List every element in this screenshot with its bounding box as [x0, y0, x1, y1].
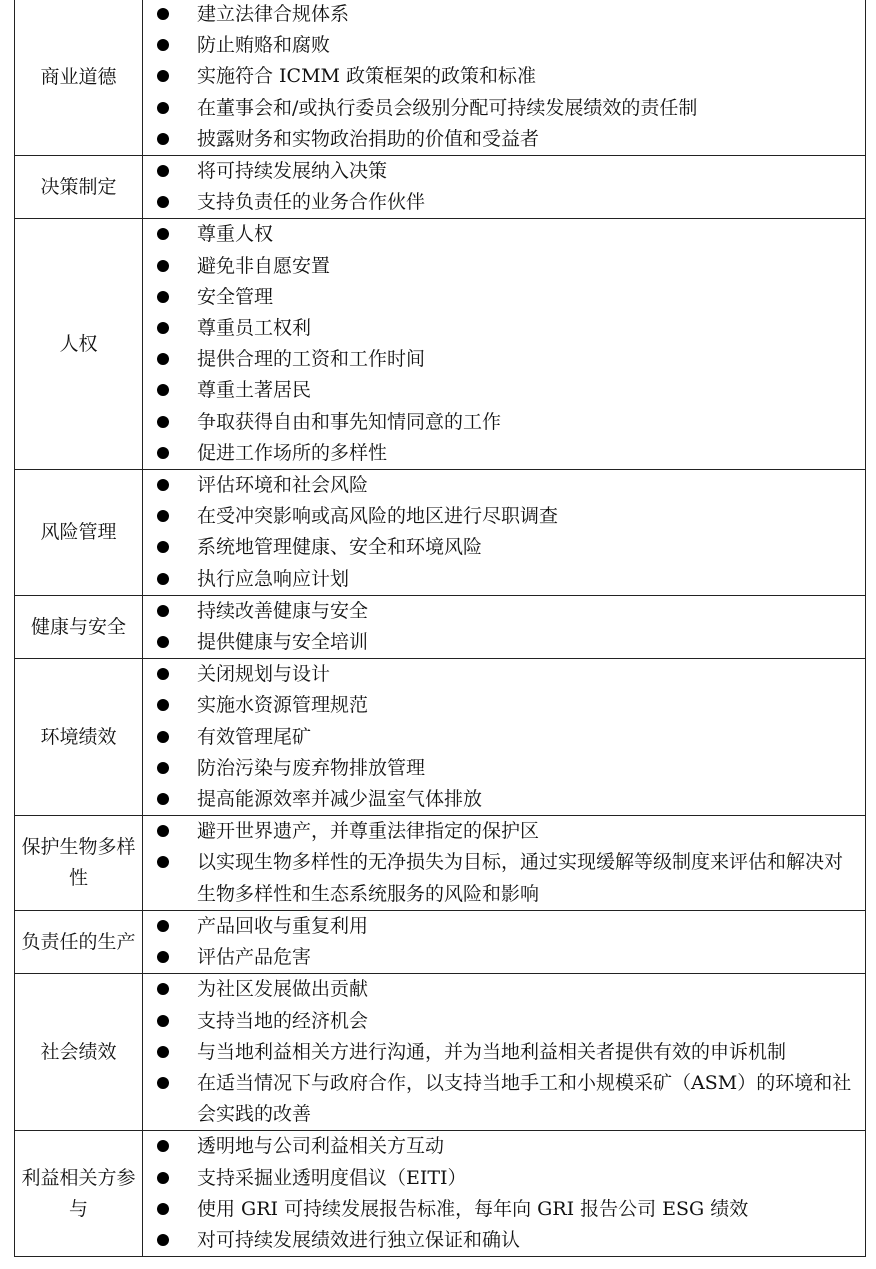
- list-item: [143, 156, 865, 187]
- list-item: [143, 282, 865, 313]
- bullet-icon: [157, 762, 169, 774]
- bullet-icon: [157, 699, 169, 711]
- category-cell: 保护生物多样性: [15, 816, 143, 911]
- table-row: [15, 156, 866, 219]
- bullet-list: [143, 659, 865, 815]
- bullet-list: [143, 974, 865, 1130]
- item-text: 系统地管理健康、安全和环境风险: [197, 536, 483, 559]
- list-item: [143, 784, 865, 815]
- item-text: 为社区发展做出贡献: [197, 978, 369, 1001]
- item-text: 提供合理的工资和工作时间: [197, 348, 426, 371]
- bullet-icon: [157, 353, 169, 365]
- bullet-icon: [157, 1140, 169, 1152]
- item-text: 对可持续发展绩效进行独立保证和确认: [197, 1228, 521, 1251]
- table-row: [15, 974, 866, 1131]
- bullet-icon: [157, 605, 169, 617]
- table-row: [15, 659, 866, 816]
- item-text: 避开世界遗产，并尊重法律指定的保护区: [197, 820, 540, 843]
- list-item: [143, 187, 865, 218]
- bullet-icon: [157, 541, 169, 553]
- bullet-icon: [157, 39, 169, 51]
- bullet-list: [143, 470, 865, 595]
- list-item: [143, 564, 865, 595]
- list-item: [143, 1068, 865, 1130]
- bullet-list: [143, 156, 865, 218]
- table-row: [15, 0, 866, 156]
- bullet-icon: [157, 510, 169, 522]
- item-text: 产品回收与重复利用: [197, 914, 369, 937]
- list-item: [143, 470, 865, 501]
- table-row: [15, 219, 866, 470]
- list-item: [143, 1037, 865, 1068]
- list-item: [143, 1006, 865, 1037]
- bullet-icon: [157, 573, 169, 585]
- list-item: [143, 753, 865, 784]
- bullet-icon: [157, 951, 169, 963]
- list-item: [143, 1194, 865, 1225]
- bullet-icon: [157, 1172, 169, 1184]
- item-text: 评估产品危害: [197, 946, 312, 969]
- item-text: 持续改善健康与安全: [197, 599, 369, 622]
- list-item: [143, 61, 865, 92]
- item-text: 在董事会和/或执行委员会级别分配可持续发展绩效的责任制: [197, 96, 698, 119]
- table-row: [15, 910, 866, 973]
- bullet-icon: [157, 479, 169, 491]
- items-cell: [143, 156, 866, 219]
- item-text: 在适当情况下与政府合作，以支持当地手工和小规模采矿（ASM）的环境和社会实践的改善: [197, 1071, 852, 1126]
- items-cell: [143, 219, 866, 470]
- bullet-icon: [157, 636, 169, 648]
- category-cell: 负责任的生产: [15, 910, 143, 973]
- list-item: [143, 93, 865, 124]
- bullet-icon: [157, 260, 169, 272]
- item-text: 建立法律合规体系: [197, 3, 350, 25]
- item-text: 尊重土著居民: [197, 379, 312, 402]
- bullet-icon: [157, 102, 169, 114]
- items-cell: [143, 659, 866, 816]
- items-cell: [143, 0, 866, 156]
- list-item: [143, 1131, 865, 1162]
- list-item: [143, 722, 865, 753]
- item-text: 避免非自愿安置: [197, 254, 331, 277]
- bullet-icon: [157, 668, 169, 680]
- bullet-icon: [157, 920, 169, 932]
- category-cell: 健康与安全: [15, 595, 143, 658]
- item-text: 安全管理: [197, 285, 274, 308]
- bullet-icon: [157, 228, 169, 240]
- list-item: [143, 375, 865, 406]
- list-item: [143, 847, 865, 909]
- list-item: [143, 659, 865, 690]
- item-text: 防治污染与废弃物排放管理: [197, 756, 426, 779]
- list-item: [143, 942, 865, 973]
- list-item: [143, 407, 865, 438]
- category-cell: 商业道德: [15, 0, 143, 156]
- category-cell: 社会绩效: [15, 974, 143, 1131]
- items-cell: [143, 595, 866, 658]
- bullet-icon: [157, 793, 169, 805]
- item-text: 争取获得自由和事先知情同意的工作: [197, 410, 502, 433]
- bullet-icon: [157, 1015, 169, 1027]
- bullet-icon: [157, 447, 169, 459]
- items-cell: [143, 974, 866, 1131]
- category-cell: 风险管理: [15, 470, 143, 596]
- items-cell: [143, 1131, 866, 1257]
- bullet-list: [143, 1131, 865, 1256]
- bullet-icon: [157, 1046, 169, 1058]
- principles-table: [14, 0, 866, 1257]
- bullet-icon: [157, 416, 169, 428]
- bullet-list: [143, 816, 865, 910]
- list-item: [143, 313, 865, 344]
- item-text: 与当地利益相关方进行沟通，并为当地利益相关者提供有效的申诉机制: [197, 1040, 787, 1063]
- item-text: 实施符合 ICMM 政策框架的政策和标准: [197, 65, 537, 88]
- category-cell: 决策制定: [15, 156, 143, 219]
- items-cell: [143, 816, 866, 911]
- bullet-list: [143, 0, 865, 155]
- category-cell: 人权: [15, 219, 143, 470]
- bullet-icon: [157, 983, 169, 995]
- item-text: 尊重员工权利: [197, 317, 312, 340]
- item-text: 使用 GRI 可持续发展报告标准，每年向 GRI 报告公司 ESG 绩效: [197, 1197, 749, 1220]
- bullet-list: [143, 911, 865, 973]
- bullet-icon: [157, 291, 169, 303]
- bullet-icon: [157, 165, 169, 177]
- bullet-list: [143, 596, 865, 658]
- list-item: [143, 627, 865, 658]
- bullet-icon: [157, 856, 169, 868]
- list-item: [143, 219, 865, 250]
- list-item: [143, 1225, 865, 1256]
- table-row: [15, 470, 866, 596]
- items-cell: [143, 470, 866, 596]
- bullet-icon: [157, 731, 169, 743]
- item-text: 在受冲突影响或高风险的地区进行尽职调查: [197, 505, 559, 528]
- bullet-icon: [157, 133, 169, 145]
- list-item: [143, 911, 865, 942]
- list-item: [143, 816, 865, 847]
- bullet-icon: [157, 196, 169, 208]
- list-item: [143, 344, 865, 375]
- list-item: [143, 690, 865, 721]
- bullet-icon: [157, 384, 169, 396]
- bullet-icon: [157, 322, 169, 334]
- list-item: [143, 0, 865, 30]
- item-text: 以实现生物多样性的无净损失为目标，通过实现缓解等级制度来评估和解决对生物多样性和生态系统服务的风险和影响: [197, 851, 844, 905]
- table-row: [15, 816, 866, 911]
- item-text: 支持当地的经济机会: [197, 1009, 369, 1032]
- item-text: 将可持续发展纳入决策: [197, 160, 388, 183]
- bullet-icon: [157, 1203, 169, 1215]
- list-item: [143, 596, 865, 627]
- table-body: [15, 0, 866, 1257]
- list-item: [143, 30, 865, 61]
- category-cell: 利益相关方参与: [15, 1131, 143, 1257]
- bullet-icon: [157, 1077, 169, 1089]
- bullet-list: [143, 219, 865, 469]
- table-row: [15, 1131, 866, 1257]
- item-text: 执行应急响应计划: [197, 567, 350, 590]
- item-text: 支持负责任的业务合作伙伴: [197, 191, 426, 214]
- bullet-icon: [157, 1234, 169, 1246]
- item-text: 提高能源效率并减少温室气体排放: [197, 788, 483, 811]
- items-cell: [143, 910, 866, 973]
- item-text: 实施水资源管理规范: [197, 694, 369, 717]
- list-item: [143, 438, 865, 469]
- list-item: [143, 251, 865, 282]
- item-text: 防止贿赂和腐败: [197, 34, 331, 57]
- bullet-icon: [157, 8, 169, 20]
- list-item: [143, 124, 865, 155]
- list-item: [143, 532, 865, 563]
- list-item: [143, 974, 865, 1005]
- item-text: 支持采掘业透明度倡议（EITI）: [197, 1166, 467, 1189]
- bullet-icon: [157, 70, 169, 82]
- table-row: [15, 595, 866, 658]
- item-text: 有效管理尾矿: [197, 725, 312, 748]
- item-text: 促进工作场所的多样性: [197, 441, 388, 464]
- category-cell: 环境绩效: [15, 659, 143, 816]
- item-text: 提供健康与安全培训: [197, 631, 369, 654]
- list-item: [143, 1163, 865, 1194]
- item-text: 评估环境和社会风险: [197, 474, 369, 497]
- list-item: [143, 501, 865, 532]
- bullet-icon: [157, 825, 169, 837]
- item-text: 尊重人权: [197, 223, 274, 246]
- item-text: 透明地与公司利益相关方互动: [197, 1135, 445, 1158]
- item-text: 关闭规划与设计: [197, 663, 331, 686]
- item-text: 披露财务和实物政治捐助的价值和受益者: [197, 127, 540, 150]
